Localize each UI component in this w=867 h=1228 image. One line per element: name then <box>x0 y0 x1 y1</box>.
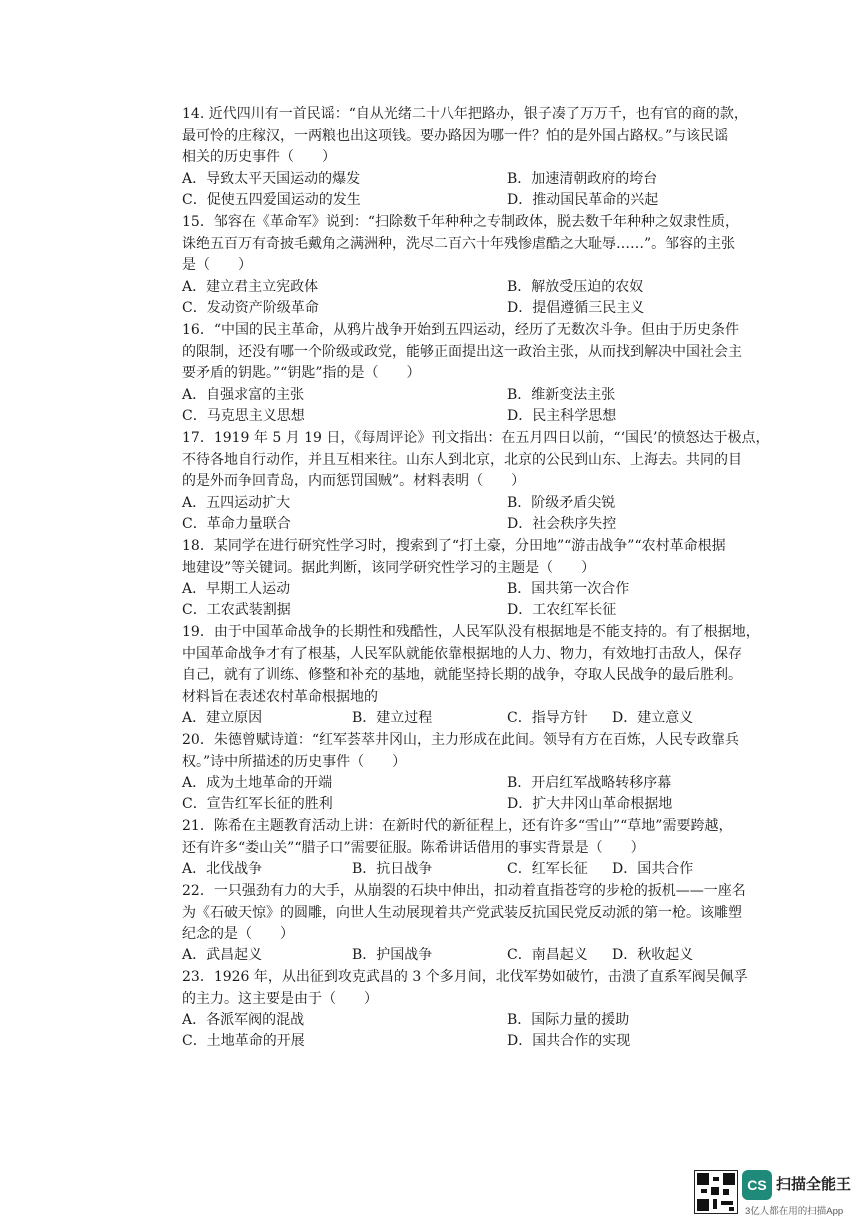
q14-option-a: A．导致太平天国运动的爆发 <box>182 171 361 187</box>
q22-option-c: C．南昌起义 <box>507 947 588 963</box>
q17-option-b: B．阶级矛盾尖锐 <box>507 495 616 511</box>
q17-option-c: C．革命力量联合 <box>182 516 291 532</box>
q18-stem-line: 地建设”等关键词。据此判断，该同学研究性学习的主题是（ ） <box>182 560 596 576</box>
q15-stem-line: 是（ ） <box>182 257 252 273</box>
q23-stem-line: 23．1926 年，从出征到攻克武昌的 3 个多月间，北伐军势如破竹，击溃了直系军阀吴佩孚 <box>182 969 748 985</box>
q14-option-d: D．推动国民革命的兴起 <box>507 192 659 208</box>
q14-stem-line: 最可怜的庄稼汉，一两粮也出这项钱。要办路因为哪一件？怕的是外国占路权。”与该民谣 <box>182 128 729 144</box>
q20-option-b: B．开启红军战略转移序幕 <box>507 775 672 791</box>
q19-stem-line: 材料旨在表述农村革命根据地的 <box>182 689 378 705</box>
q22-stem-line: 纪念的是（ ） <box>182 926 294 942</box>
q23-option-b: B．国际力量的援助 <box>507 1012 630 1028</box>
q20-option-d: D．扩大井冈山革命根据地 <box>507 796 673 812</box>
q23-option-c: C．土地革命的开展 <box>182 1033 305 1049</box>
q17-stem-line: 的是外而争回青岛，内而惩罚国贼”。材料表明（ ） <box>182 473 526 489</box>
q21-option-c: C．红军长征 <box>507 861 588 877</box>
q21-option-d: D．国共合作 <box>612 861 694 877</box>
q23-option-d: D．国共合作的实现 <box>507 1033 631 1049</box>
q17-stem-line: 17．1919 年 5 月 19 日，《每周评论》刊文指出：在五月四日以前，“‘国民’的愤怒达于极点， <box>182 430 770 446</box>
q15-option-a: A．建立君主立宪政体 <box>182 279 319 295</box>
q14-stem-line: 相关的历史事件（ ） <box>182 149 336 165</box>
q21-option-b: B．抗日战争 <box>352 861 433 877</box>
q16-stem-line: 要矛盾的钥匙。”“钥匙”指的是（ ） <box>182 365 421 381</box>
q21-stem-line: 21．陈希在主题教育活动上讲：在新时代的新征程上，还有许多“雪山”“草地”需要跨越， <box>182 818 733 834</box>
q15-option-c: C．发动资产阶级革命 <box>182 300 319 316</box>
q18-option-c: C．工农武装割据 <box>182 602 291 618</box>
q15-option-d: D．提倡遵循三民主义 <box>507 300 645 316</box>
q19-stem-line: 自己，就有了训练、修整和补充的基地，就能坚持长期的战争，夺取人民战争的最后胜利。 <box>182 667 742 683</box>
q17-option-d: D．社会秩序失控 <box>507 516 617 532</box>
camscanner-app-name: 扫描全能王 <box>776 1176 852 1193</box>
q15-option-b: B．解放受压迫的农奴 <box>507 279 644 295</box>
q19-option-b: B．建立过程 <box>352 710 433 726</box>
q19-stem-line: 19．由于中国革命战争的长期性和残酷性，人民军队没有根据地是不能支持的。有了根据地， <box>182 624 760 640</box>
q20-option-c: C．宣告红军长征的胜利 <box>182 796 333 812</box>
q18-option-a: A．早期工人运动 <box>182 581 291 597</box>
q19-option-d: D．建立意义 <box>612 710 694 726</box>
q19-option-a: A．建立原因 <box>182 710 263 726</box>
q16-stem-line: 16．“中国的民主革命，从鸦片战争开始到五四运动，经历了无数次斗争。但由于历史条件 <box>182 322 739 338</box>
q18-stem-line: 18．某同学在进行研究性学习时，搜索到了“打土豪，分田地”“游击战争”“农村革命根据 <box>182 538 726 554</box>
q23-option-a: A．各派军阀的混战 <box>182 1012 305 1028</box>
camscanner-tagline: 3亿人都在用的扫描App <box>745 1206 844 1217</box>
q15-stem-line: 15．邹容在《革命军》说到：“扫除数千年种种之专制政体，脱去数千年种种之奴隶性质， <box>182 214 739 230</box>
q21-option-a: A．北伐战争 <box>182 861 263 877</box>
q16-option-b: B．维新变法主张 <box>507 387 616 403</box>
q21-stem-line: 还有许多“娄山关”“腊子口”需要征服。陈希讲话借用的事实背景是（ ） <box>182 840 645 856</box>
q18-option-d: D．工农红军长征 <box>507 602 617 618</box>
q16-option-d: D．民主科学思想 <box>507 408 617 424</box>
q22-option-a: A．武昌起义 <box>182 947 263 963</box>
q20-stem-line: 20．朱德曾赋诗道：“红军荟萃井冈山，主力形成在此间。领导有方在百炼，人民专政靠兵 <box>182 732 739 748</box>
q23-stem-line: 的主力。这主要是由于（ ） <box>182 991 378 1007</box>
q22-stem-line: 22．一只强劲有力的大手，从崩裂的石块中伸出，扣动着直指苍穹的步枪的扳机——一座名 <box>182 883 746 899</box>
q22-option-b: B．护国战争 <box>352 947 433 963</box>
q16-stem-line: 的限制，还没有哪一个阶级或政党，能够正面提出这一政治主张，从而找到解决中国社会主 <box>182 344 742 360</box>
q22-stem-line: 为《石破天惊》的圆雕，向世人生动展现着共产党武装反抗国民党反动派的第一枪。该雕塑 <box>182 905 742 921</box>
qr-code-icon <box>694 1170 738 1214</box>
q17-option-a: A．五四运动扩大 <box>182 495 291 511</box>
q14-stem-line: 14. 近代四川有一首民谣：“自从光绪二十八年把路办，银子凑了万万千，也有官的商的款， <box>182 106 748 122</box>
q20-stem-line: 权。”诗中所描述的历史事件（ ） <box>182 754 407 770</box>
q19-option-c: C．指导方针 <box>507 710 588 726</box>
q16-option-a: A．自强求富的主张 <box>182 387 305 403</box>
q17-stem-line: 不待各地自行动作，并且互相来往。山东人到北京，北京的公民到山东、上海去。共同的目 <box>182 452 742 468</box>
q22-option-d: D．秋收起义 <box>612 947 694 963</box>
camscanner-logo-badge: CS <box>742 1170 772 1200</box>
q19-stem-line: 中国革命战争才有了根基，人民军队就能依靠根据地的人力、物力，有效地打击敌人，保存 <box>182 646 742 662</box>
q15-stem-line: 诛绝五百万有奇披毛戴角之满洲种，洗尽二百六十年残惨虐酷之大耻辱……”。邹容的主张 <box>182 236 736 252</box>
q14-option-c: C．促使五四爱国运动的发生 <box>182 192 361 208</box>
q20-option-a: A．成为土地革命的开端 <box>182 775 333 791</box>
q16-option-c: C．马克思主义思想 <box>182 408 305 424</box>
q18-option-b: B．国共第一次合作 <box>507 581 630 597</box>
q14-option-b: B．加速清朝政府的垮台 <box>507 171 658 187</box>
